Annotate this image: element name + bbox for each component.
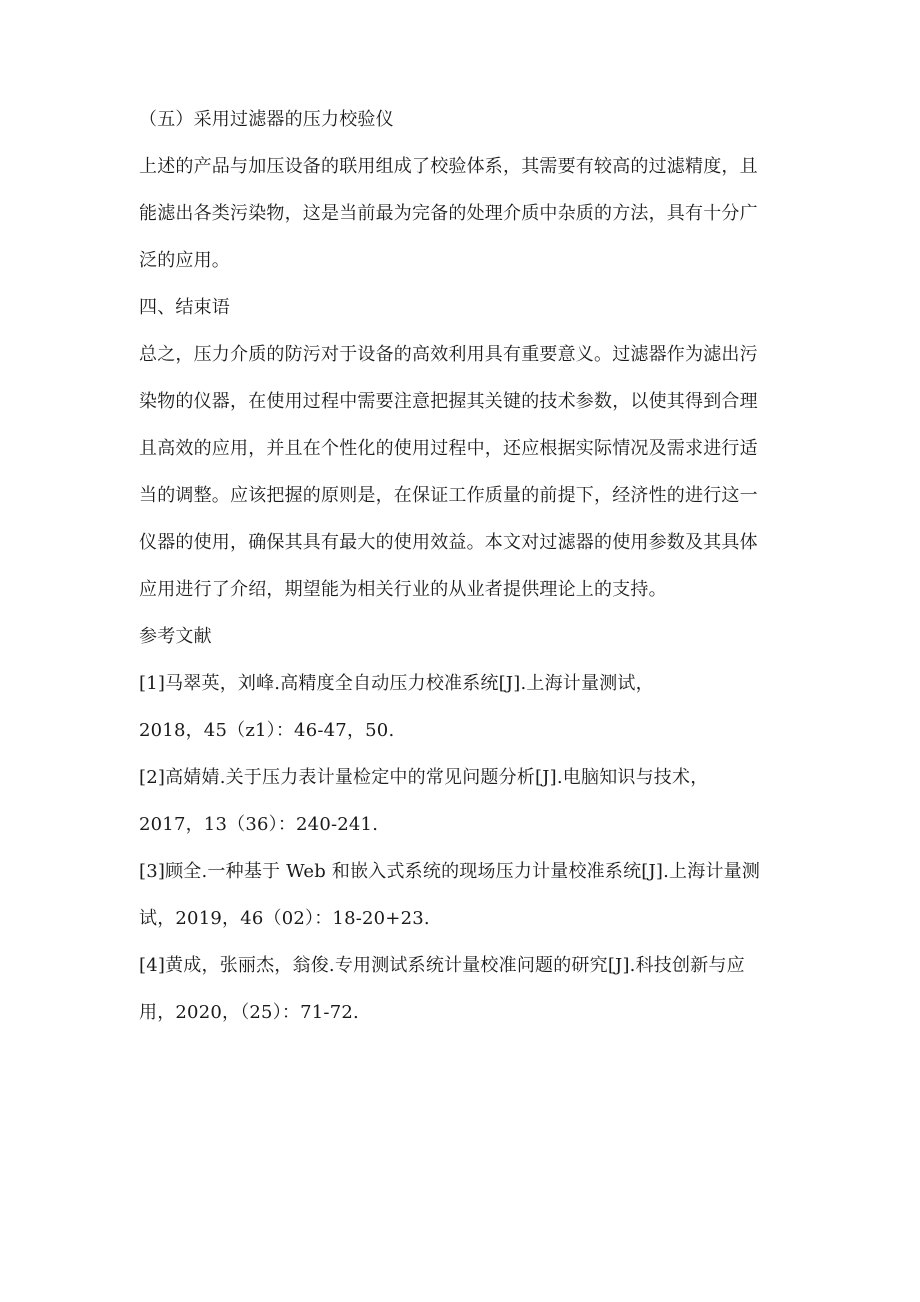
reference-item-4: [4]黄成，张丽杰，翁俊.专用测试系统计量校准问题的研究[J].科技创新与应	[139, 955, 745, 976]
paragraph-line: 泛的应用。	[139, 250, 230, 271]
reference-item-1-cont: 2018，45（z1）：46-47，50.	[139, 720, 395, 741]
paragraph-line: 且高效的应用，并且在个性化的使用过程中，还应根据实际情况及需求进行适	[139, 438, 758, 459]
paragraph-line: 染物的仪器，在使用过程中需要注意把握其关键的技术参数，以使其得到合理	[139, 391, 758, 412]
paragraph-line: 总之，压力介质的防污对于设备的高效利用具有重要意义。过滤器作为滤出污	[139, 344, 758, 365]
paragraph-line: 当的调整。应该把握的原则是，在保证工作质量的前提下，经济性的进行这一	[139, 485, 758, 506]
reference-list	[139, 672, 779, 1025]
paragraph-line: 能滤出各类污染物，这是当前最为完备的处理介质中杂质的方法，具有十分广	[139, 203, 758, 224]
references-heading: 参考文献	[139, 626, 212, 647]
reference-item-3: [3]顾全.一种基于 Web 和嵌入式系统的现场压力计量校准系统[J].上海计量测	[139, 861, 761, 882]
document-page	[139, 108, 779, 1048]
conclusion-paragraph	[139, 343, 779, 602]
reference-item-4-cont: 用，2020，（25）：71-72.	[139, 1002, 359, 1023]
paragraph-line: 仪器的使用，确保其具有最大的使用效益。本文对过滤器的使用参数及其具体	[139, 532, 758, 553]
conclusion-heading: 四、结束语	[139, 297, 230, 318]
section-paragraph	[139, 155, 779, 273]
section-heading: （五）采用过滤器的压力校验仪	[139, 109, 394, 130]
reference-item-1: [1]马翠英，刘峰.高精度全自动压力校准系统[J].上海计量测试，	[139, 673, 654, 694]
reference-item-2: [2]高婧婧.关于压力表计量检定中的常见问题分析[J].电脑知识与技术，	[139, 767, 709, 788]
reference-item-3-cont: 试，2019，46（02）：18-20+23.	[139, 908, 430, 929]
paragraph-line: 上述的产品与加压设备的联用组成了校验体系，其需要有较高的过滤精度，且	[139, 156, 758, 177]
paragraph-line: 应用进行了介绍，期望能为相关行业的从业者提供理论上的支持。	[139, 579, 667, 600]
reference-item-2-cont: 2017，13（36）：240-241.	[139, 814, 379, 835]
